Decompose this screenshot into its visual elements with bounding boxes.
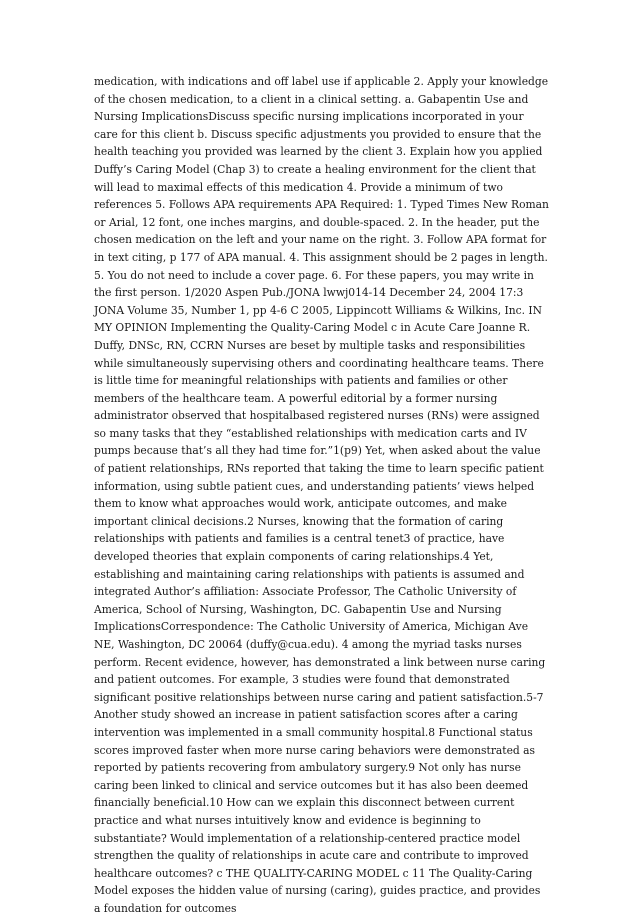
- document-body-text: medication, with indications and off label use if applicable 2. Apply your knowledge of the chosen medication, to a client in a clinical setting. a. Gabapentin Use and Nursing ImplicationsDiscuss specific nursing implications incorporated in your care for this client b. Discuss specific adjustments you provided to ensure that the health teaching you provided was learned by the client 3. Explain how you applied Duffy’s Caring Model (Chap 3) to create a healing environment for the client that will lead to maximal effects of this medication 4. Provide a minimum of two references 5. Follows APA requirements APA Required: 1. Typed Times New Roman or Arial, 12 font, one inches margins, and double-spaced. 2. In the header, put the chosen medication on the left and your name on the right. 3. Follow APA format for in text citing, p 177 of APA manual. 4. This assignment should be 2 pages in length. 5. You do not need to include a cover page. 6. For these papers, you may write in the first person. 1/2020 Aspen Pub./JONA lwwj014-14 December 24, 2004 17:3 JONA Volume 35, Number 1, pp 4-6 C 2005, Lippincott Williams & Wilkins, Inc. IN MY OPINION Implementing the Quality-Caring Model c in Acute Care Joanne R. Duffy, DNSc, RN, CCRN Nurses are beset by multiple tasks and responsibilities while simultaneously supervising others and coordinating healthcare teams. There is little time for meaningful relationships with patients and families or other members of the healthcare team. A powerful editorial by a former nursing administrator observed that hospitalbased registered nurses (RNs) were assigned so many tasks that they “established relationships with medication carts and IV pumps because that’s all they had time for.”1(p9) Yet, when asked about the value of patient relationships, RNs reported that taking the time to learn specific patient information, using subtle patient cues, and understanding patients’ views helped them to know what approaches would work, anticipate outcomes, and make important clinical decisions.2 Nurses, knowing that the formation of caring relationships with patients and families is a central tenet3 of practice, have developed theories that explain components of caring relationships.4 Yet, establishing and maintaining caring relationships with patients is assumed and integrated Author’s affiliation: Associate Professor, The Catholic University of America, School of Nursing, Washington, DC. Gabapentin Use and Nursing ImplicationsCorrespondence: The Catholic University of America, Michigan Ave NE, Washington, DC 20064 (duffy@cua.edu). 4 among the myriad tasks nurses perform. Recent evidence, however, has demonstrated a link between nurse caring and patient outcomes. For example, 3 studies were found that demonstrated significant positive relationships between nurse caring and patient satisfaction.5-7 Another study showed an increase in patient satisfaction scores after a caring intervention was implemented in a small community hospital.8 Functional status scores improved faster when more nurse caring behaviors were demonstrated as reported by patients recovering from ambulatory surgery.9 Not only has nurse caring been linked to clinical and service outcomes but it has also been deemed financially beneficial.10 How can we explain this disconnect between current practice and what nurses intuitively know and evidence is beginning to substantiate? Would implementation of a relationship-centered practice model strengthen the quality of relationships in acute care and contribute to improved healthcare outcomes? c THE QUALITY-CARING MODEL c 11 The Quality-Caring Model exposes the hidden value of nursing (caring), guides practice, and provides a foundation for outcomes: [94, 75, 549, 915]
